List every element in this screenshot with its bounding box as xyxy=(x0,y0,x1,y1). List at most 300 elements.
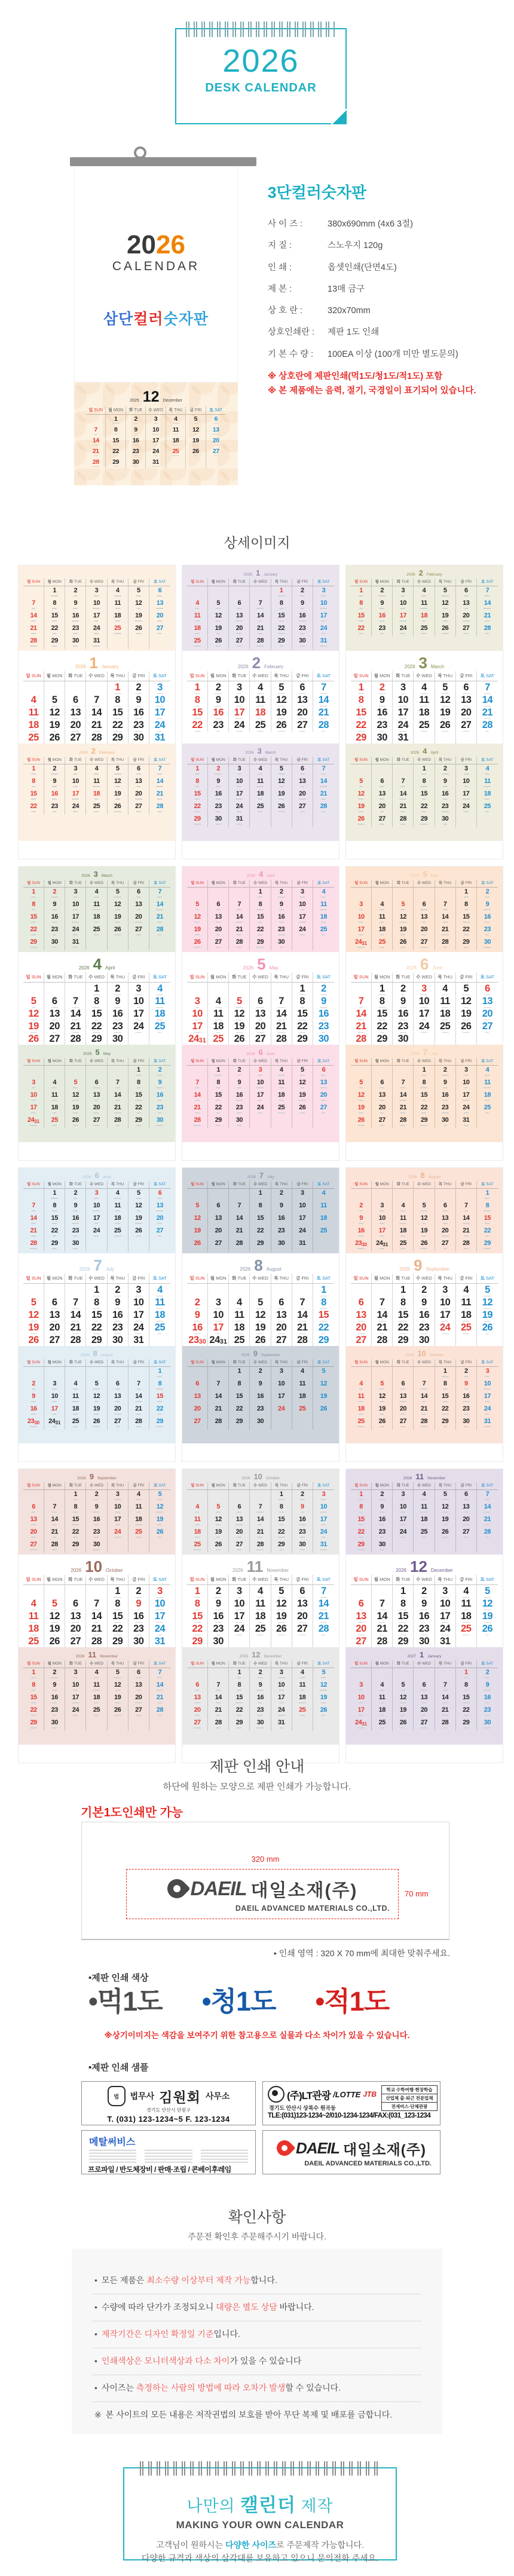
day-header: 월 MON xyxy=(44,579,65,586)
lunar-tick xyxy=(301,1512,304,1513)
date-number: 27 xyxy=(114,1418,121,1425)
date-number: 9 xyxy=(53,901,57,908)
month-header xyxy=(187,1555,334,1575)
day-header: 토 SAT xyxy=(313,579,334,586)
lunar-tick xyxy=(422,1223,426,1224)
date-number: 3 xyxy=(400,681,406,693)
date-number: 21 xyxy=(135,1405,142,1413)
lunar-tick xyxy=(464,1727,469,1728)
date-cell xyxy=(292,1503,313,1515)
date-number: 29 xyxy=(420,815,428,823)
date-cell xyxy=(149,1284,170,1296)
date-cell xyxy=(271,1367,292,1379)
date-number: 19 xyxy=(49,1623,60,1634)
lunar-tick xyxy=(157,595,162,596)
date-cell xyxy=(149,1718,170,1731)
date-number: 19 xyxy=(276,1610,287,1622)
date-cell xyxy=(313,1490,334,1503)
date-cell xyxy=(477,1635,498,1647)
date-number: 14 xyxy=(156,1681,164,1689)
tier-band-top xyxy=(182,1469,339,1555)
date-number: 30 xyxy=(156,1116,164,1124)
date-number: 3 xyxy=(464,1066,468,1074)
lunar-tick xyxy=(157,897,162,898)
lunar-tick xyxy=(114,434,118,435)
lunar-tick xyxy=(485,595,489,596)
date-cell xyxy=(372,1214,393,1226)
date-cell xyxy=(86,1367,107,1379)
date-number: 3 xyxy=(154,415,158,423)
day-header: 목 THU xyxy=(108,1058,128,1066)
month-header xyxy=(23,1555,170,1575)
lunar-tick xyxy=(52,1210,57,1211)
date-number: 27 xyxy=(135,926,142,934)
date-number: 28 xyxy=(235,1240,243,1247)
date-cell xyxy=(187,1367,208,1379)
lunar-tick xyxy=(136,595,141,596)
day-header: 토 SAT xyxy=(477,579,498,586)
lunar-tick xyxy=(380,1426,384,1427)
lunar-tick xyxy=(485,1198,489,1199)
date-number: 11 xyxy=(194,1516,201,1523)
date-cell xyxy=(313,1066,334,1078)
date-number: 8 xyxy=(32,1681,35,1689)
lunar-tick xyxy=(380,1401,384,1402)
lunar-tick xyxy=(73,1087,78,1088)
date-cell xyxy=(229,1189,250,1201)
date-cell xyxy=(208,1681,229,1693)
date-cell xyxy=(65,1309,86,1321)
date-number: 2 xyxy=(300,587,304,595)
date-cell xyxy=(44,1417,65,1430)
date-number: 20 xyxy=(356,1623,366,1634)
date-cell xyxy=(106,436,126,447)
date-cell xyxy=(271,1585,292,1598)
lunar-tick xyxy=(134,455,138,457)
date-number: 16 xyxy=(418,1309,430,1320)
day-header: 일 SUN xyxy=(23,1575,44,1585)
date-number: 21 xyxy=(91,719,102,730)
lunar-tick xyxy=(322,1715,325,1716)
date-cell xyxy=(250,913,271,925)
date-cell xyxy=(271,888,292,900)
date-number: 6 xyxy=(51,1296,57,1308)
date-cell xyxy=(313,764,334,777)
lunar-tick xyxy=(136,1198,141,1199)
date-cell xyxy=(313,1503,334,1515)
date-cell xyxy=(86,1284,107,1296)
spec-label: 상호인쇄란 : xyxy=(268,328,315,338)
date-number: 6 xyxy=(358,1296,364,1308)
date-number: 20 xyxy=(114,1405,121,1413)
date-cell xyxy=(414,1066,435,1078)
lunar-tick xyxy=(380,620,384,622)
cover-year-prefix: 20 xyxy=(127,230,156,259)
date-number: 24 xyxy=(354,938,362,946)
date-number: 18 xyxy=(154,1309,166,1320)
day-header: 목 THU xyxy=(435,972,456,983)
date-cell xyxy=(250,1226,271,1239)
spec-value: 380x690mm (4x6 3절) xyxy=(328,219,413,229)
date-cell xyxy=(108,802,128,815)
date-cell xyxy=(229,1405,250,1417)
month-year: 2026 xyxy=(79,1266,90,1272)
lunar-tick xyxy=(421,1075,426,1076)
lunar-tick xyxy=(464,1512,468,1513)
date-number: 11 xyxy=(378,913,386,921)
lunar-tick xyxy=(485,934,489,935)
date-cell xyxy=(271,1706,292,1718)
date-cell xyxy=(108,900,128,913)
date-cell xyxy=(393,694,414,706)
date-number: 9 xyxy=(300,1503,304,1511)
date-number: 22 xyxy=(357,1528,365,1536)
date-cell xyxy=(456,764,477,777)
date-number: 5 xyxy=(194,415,198,423)
lunar-tick xyxy=(73,1537,78,1538)
day-header: 화 TUE xyxy=(65,1181,86,1189)
date-cell xyxy=(128,1189,149,1201)
lunar-tick xyxy=(258,1715,262,1716)
date-cell xyxy=(414,1116,435,1128)
lunar-tick xyxy=(115,1100,120,1101)
date-number: 16 xyxy=(72,1214,79,1222)
date-cell xyxy=(229,719,250,732)
date-cell xyxy=(44,1490,65,1503)
date-cell xyxy=(108,1103,128,1116)
date-number: 8 xyxy=(279,599,283,607)
date-cell xyxy=(414,586,435,599)
date-cell xyxy=(128,1706,149,1718)
lunar-tick xyxy=(464,1125,469,1126)
date-cell xyxy=(393,1020,414,1033)
date-number: 29 xyxy=(192,1635,203,1647)
date-cell xyxy=(106,426,126,436)
date-number: 29 xyxy=(256,938,264,946)
month-year: 2026 xyxy=(411,1052,420,1056)
date-number: 21 xyxy=(235,926,243,934)
date-cell xyxy=(271,1116,292,1128)
date-cell xyxy=(435,1503,456,1515)
month-name: December xyxy=(430,1568,453,1573)
date-cell xyxy=(372,888,393,900)
date-cell xyxy=(108,1540,128,1553)
day-header: 일 SUN xyxy=(23,1482,44,1490)
lunar-tick xyxy=(53,1414,56,1415)
date-number: 27 xyxy=(49,1334,60,1345)
date-cell xyxy=(372,1284,393,1296)
day-header: 월 MON xyxy=(208,880,229,888)
date-cell xyxy=(108,1066,128,1078)
date-cell xyxy=(456,1610,477,1623)
date-cell xyxy=(23,938,44,950)
date-cell xyxy=(149,611,170,624)
date-cell xyxy=(372,1116,393,1128)
date-number: 27 xyxy=(70,1635,81,1647)
day-header: 화 TUE xyxy=(229,671,250,681)
date-cell xyxy=(108,1405,128,1417)
lunar-tick xyxy=(321,1100,326,1101)
date-number: 26 xyxy=(135,1227,142,1235)
lunar-tick xyxy=(485,1702,489,1703)
lunar-tick xyxy=(114,1112,121,1113)
date-cell xyxy=(108,1668,128,1681)
day-header: 월 MON xyxy=(44,1058,65,1066)
date-cell xyxy=(187,694,208,706)
lunar-tick xyxy=(464,786,468,787)
date-cell xyxy=(372,599,393,611)
date-number: 6 xyxy=(401,1380,405,1388)
day-header: 수 WED xyxy=(86,579,107,586)
date-number: 18 xyxy=(194,1528,201,1536)
date-number: 11 xyxy=(421,599,427,607)
date-number: 5 xyxy=(195,1202,199,1210)
lunar-tick xyxy=(216,1112,220,1113)
lunar-tick xyxy=(52,1702,57,1703)
date-number: 27 xyxy=(378,815,386,823)
date-cell xyxy=(477,1033,498,1045)
date-number: 15 xyxy=(72,1516,79,1523)
date-cell xyxy=(23,900,44,913)
date-number: 1 xyxy=(194,681,200,693)
date-cell xyxy=(208,1610,229,1623)
lunar-tick xyxy=(32,1087,35,1088)
lunar-tick xyxy=(300,1677,305,1678)
lunar-tick xyxy=(51,773,58,775)
date-number: 8 xyxy=(94,1296,99,1308)
lunar-tick xyxy=(380,811,384,812)
lunar-tick xyxy=(157,1198,162,1199)
day-header: 목 THU xyxy=(166,406,186,415)
lunar-tick xyxy=(194,1426,201,1427)
date-number: 27 xyxy=(299,803,306,810)
lunar-tick xyxy=(32,909,35,910)
date-number: 29 xyxy=(397,1635,409,1647)
month-tier xyxy=(182,565,339,649)
lunar-tick xyxy=(256,1388,264,1390)
date-number: 19 xyxy=(135,612,142,620)
lunar-tick xyxy=(380,947,384,948)
date-cell xyxy=(477,1585,498,1598)
date-cell xyxy=(393,1503,414,1515)
date-number: 25 xyxy=(320,926,328,934)
date-cell xyxy=(128,1078,149,1091)
date-number: 23 xyxy=(418,1321,430,1333)
day-header: 월 MON xyxy=(372,671,393,681)
date-cell xyxy=(86,624,107,637)
date-cell xyxy=(86,1226,107,1239)
date-number: 24 xyxy=(278,1405,285,1413)
lunar-tick xyxy=(31,1100,36,1101)
date-cell xyxy=(65,1379,86,1392)
date-cell xyxy=(393,1417,414,1430)
date-number: 27 xyxy=(49,1033,60,1044)
day-header: 금 FRI xyxy=(128,1359,149,1367)
date-number: 30 xyxy=(418,1334,430,1345)
date-cell xyxy=(44,637,65,649)
date-cell xyxy=(435,1226,456,1239)
lunar-tick xyxy=(194,824,201,825)
date-number: 14 xyxy=(276,1008,287,1019)
date-cell xyxy=(86,586,107,599)
month-name: January xyxy=(427,1654,442,1659)
lunar-tick xyxy=(73,786,78,787)
checklist-text: 대량은 별도 상담 xyxy=(216,2302,277,2312)
month-tier xyxy=(346,565,503,637)
date-cell xyxy=(86,415,106,426)
date-cell xyxy=(313,1668,334,1681)
date-number: 29 xyxy=(156,1418,164,1425)
lunar-tick xyxy=(357,1248,365,1249)
lunar-tick xyxy=(115,909,120,910)
date-number: 7 xyxy=(158,765,162,773)
lunar-tick xyxy=(485,1414,489,1415)
lunar-tick xyxy=(115,1690,120,1691)
date-cell xyxy=(149,1693,170,1706)
date-number: 25 xyxy=(420,1528,428,1536)
date-number: 5 xyxy=(136,1189,140,1197)
date-number: 31 xyxy=(152,458,159,466)
date-cell xyxy=(456,1379,477,1392)
date-number: 30 xyxy=(278,938,285,946)
lunar-tick xyxy=(442,1499,449,1500)
lunar-tick xyxy=(278,1414,285,1415)
date-number: 24 xyxy=(354,1719,362,1727)
lunar-tick xyxy=(258,1376,262,1377)
date-number: 10 xyxy=(93,599,100,607)
date-cell xyxy=(208,1008,229,1020)
date-number: 12 xyxy=(28,1008,39,1019)
lunar-tick xyxy=(399,1223,406,1224)
fold-corner-icon xyxy=(332,110,347,124)
date-number: 20 xyxy=(135,790,142,798)
date-number: 20 xyxy=(215,1227,222,1235)
date-cell xyxy=(229,1214,250,1226)
date-number: 4 xyxy=(442,983,448,994)
lunar-tick xyxy=(421,1112,426,1113)
lunar-tick xyxy=(464,608,468,609)
month-grid xyxy=(351,1274,498,1346)
lunar-tick xyxy=(443,620,448,622)
month-name: February xyxy=(264,664,284,669)
month-number: 5 xyxy=(257,955,266,973)
date-number: 10 xyxy=(133,995,144,1006)
date-cell xyxy=(44,1214,65,1226)
date-number: 15 xyxy=(135,1091,142,1099)
month-grid xyxy=(23,579,170,649)
date-cell xyxy=(351,888,372,900)
date-number: 20 xyxy=(235,1528,243,1536)
lunar-tick xyxy=(114,897,121,898)
date-number: 15 xyxy=(51,612,58,620)
date-cell xyxy=(86,694,107,706)
lunar-tick xyxy=(443,786,448,787)
date-number: 7 xyxy=(485,587,489,595)
date-number: 4 xyxy=(94,1669,99,1676)
date-number: 21 xyxy=(256,625,264,632)
lunar-tick xyxy=(52,1223,57,1224)
lunar-tick xyxy=(400,1414,405,1415)
month-tier xyxy=(346,1346,503,1430)
date-number: 30 xyxy=(256,1418,264,1425)
date-cell xyxy=(126,426,146,436)
lunar-tick xyxy=(300,645,305,647)
lunar-tick xyxy=(156,1512,163,1513)
lunar-tick xyxy=(194,1125,201,1126)
day-header: 일 SUN xyxy=(351,1181,372,1189)
lunar-tick xyxy=(31,811,36,812)
date-cell xyxy=(477,681,498,694)
lunar-tick xyxy=(380,1702,384,1703)
date-cell xyxy=(229,1334,250,1346)
date-number: 22 xyxy=(463,1706,470,1714)
lunar-tick xyxy=(400,1087,405,1088)
date-number: 25 xyxy=(93,926,100,934)
month-number: 1 xyxy=(256,568,261,577)
date-cell xyxy=(271,611,292,624)
date-number: 5 xyxy=(322,1367,326,1375)
lunar-tick xyxy=(237,1549,241,1550)
date-cell xyxy=(477,888,498,900)
date-cell xyxy=(250,802,271,815)
date-number: 17 xyxy=(114,1516,121,1523)
date-number: 31 xyxy=(484,1418,491,1425)
date-cell xyxy=(456,1008,477,1020)
date-number: 13 xyxy=(463,599,470,607)
day-header: 목 THU xyxy=(435,671,456,681)
calendar-card-7 xyxy=(18,1167,176,1462)
date-number: 10 xyxy=(72,778,79,785)
date-number: 3 xyxy=(279,1669,283,1676)
calendar-card-6 xyxy=(345,866,503,1161)
date-number: 19 xyxy=(215,625,222,632)
date-number: 22 xyxy=(484,1227,491,1235)
date-number: 18 xyxy=(278,1091,285,1099)
date-number: 4 xyxy=(195,1503,199,1511)
date-cell xyxy=(435,900,456,913)
date-number: 28 xyxy=(318,1623,329,1634)
date-cell xyxy=(86,777,107,790)
date-number: 12 xyxy=(357,790,365,798)
date-number: 8 xyxy=(53,599,57,607)
date-cell xyxy=(372,1379,393,1392)
lunar-tick xyxy=(114,773,121,775)
date-cell xyxy=(187,1528,208,1540)
date-cell xyxy=(44,888,65,900)
lunar-tick xyxy=(237,1414,241,1415)
date-cell xyxy=(313,624,334,637)
date-cell xyxy=(208,1201,229,1214)
date-number: 29 xyxy=(256,1240,264,1247)
lunar-tick xyxy=(52,1248,57,1249)
date-number: 22 xyxy=(91,1321,102,1333)
date-cell xyxy=(313,1284,334,1296)
lunar-tick xyxy=(72,1100,79,1101)
lunar-tick xyxy=(359,1690,363,1691)
date-cell xyxy=(435,1367,456,1379)
date-cell xyxy=(187,983,208,995)
date-cell xyxy=(44,1668,65,1681)
lunar-tick xyxy=(216,909,221,910)
date-number: 13 xyxy=(442,1214,449,1222)
checklist-item xyxy=(93,2402,421,2428)
lunar-tick xyxy=(73,1388,78,1390)
day-header: 금 FRI xyxy=(128,1274,149,1284)
day-header: 월 MON xyxy=(44,1181,65,1189)
date-cell xyxy=(456,1623,477,1635)
lunar-tick xyxy=(464,1075,469,1076)
checklist-text: 바랍니다. xyxy=(277,2302,314,2312)
